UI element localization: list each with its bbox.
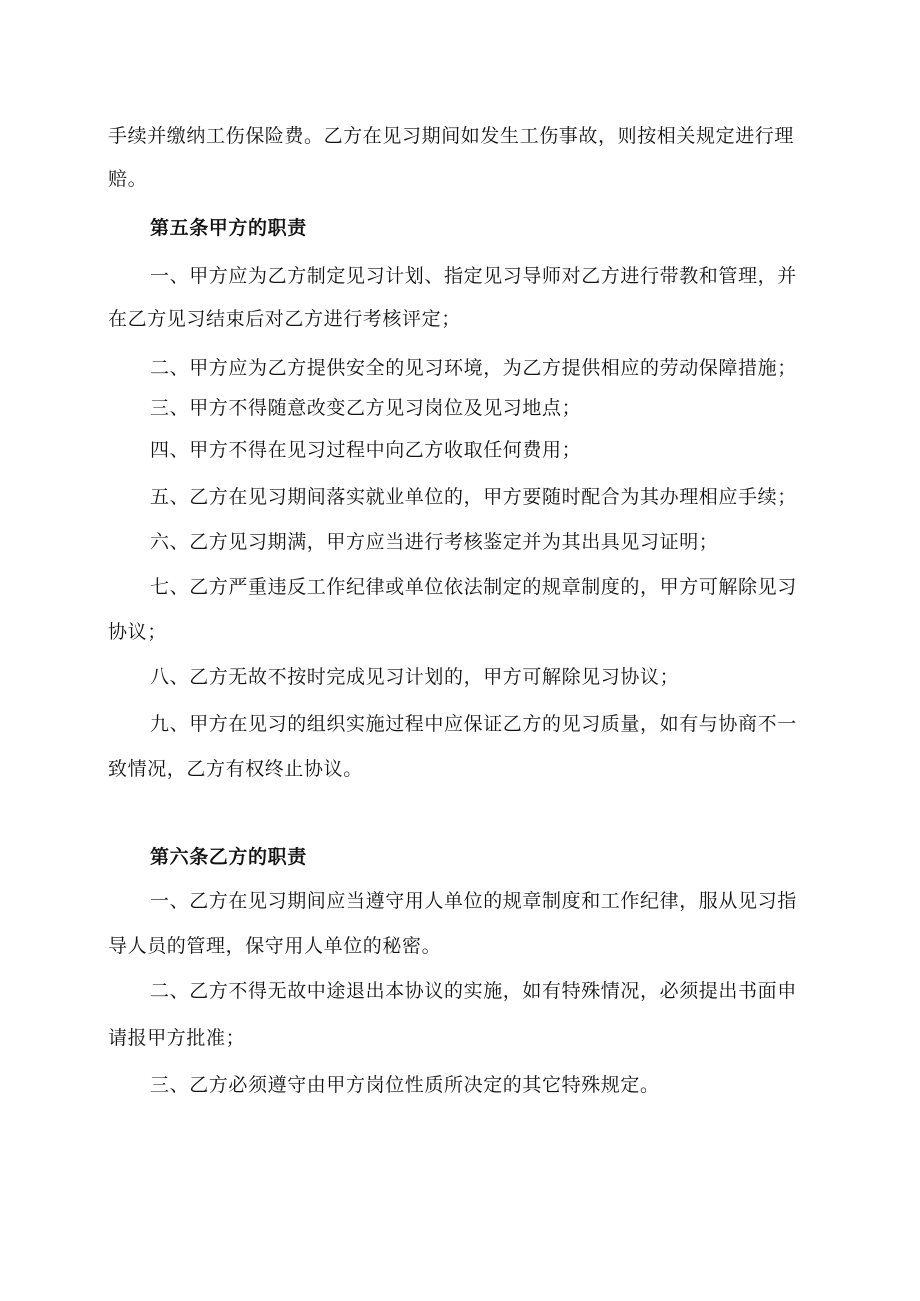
clause-line: 七、乙方严重违反工作纪律或单位依法制定的规章制度的，甲方可解除见习: [150, 576, 797, 598]
clause-line: 三、乙方必须遵守由甲方岗位性质所决定的其它特殊规定。: [150, 1074, 660, 1096]
clause-line: 四、甲方不得在见习过程中向乙方收取任何费用；: [150, 439, 582, 461]
clause-line: 在乙方见习结束后对乙方进行考核评定；: [108, 308, 461, 330]
clause-line: 致情况，乙方有权终止协议。: [108, 758, 363, 780]
clause-line: 六、乙方见习期满，甲方应当进行考核鉴定并为其出具见习证明；: [150, 531, 719, 553]
section-5-heading: 第五条甲方的职责: [150, 217, 307, 239]
clause-line: 三、甲方不得随意改变乙方见习岗位及见习地点；: [150, 397, 582, 419]
clause-line: 八、乙方无故不按时完成见习计划的，甲方可解除见习协议；: [150, 666, 680, 688]
clause-line: 协议；: [108, 621, 167, 643]
clause-line: 五、乙方在见习期间落实就业单位的，甲方要随时配合为其办理相应手续；: [150, 486, 797, 508]
paragraph-line: 赔。: [108, 168, 148, 190]
clause-line: 导人员的管理，保守用人单位的秘密。: [108, 935, 442, 957]
clause-line: 请报甲方批准；: [108, 1027, 246, 1049]
paragraph-line: 手续并缴纳工伤保险费。乙方在见习期间如发生工伤事故，则按相关规定进行理: [108, 125, 795, 147]
clause-line: 二、甲方应为乙方提供安全的见习环境，为乙方提供相应的劳动保障措施；: [150, 357, 797, 379]
clause-line: 一、甲方应为乙方制定见习计划、指定见习导师对乙方进行带教和管理，并: [150, 265, 797, 287]
clause-line: 九、甲方在见习的组织实施过程中应保证乙方的见习质量，如有与协商不一: [150, 713, 797, 735]
clause-line: 二、乙方不得无故中途退出本协议的实施，如有特殊情况，必须提出书面申: [150, 980, 797, 1002]
clause-line: 一、乙方在见习期间应当遵守用人单位的规章制度和工作纪律，服从见习指: [150, 890, 797, 912]
section-6-heading: 第六条乙方的职责: [150, 846, 307, 868]
